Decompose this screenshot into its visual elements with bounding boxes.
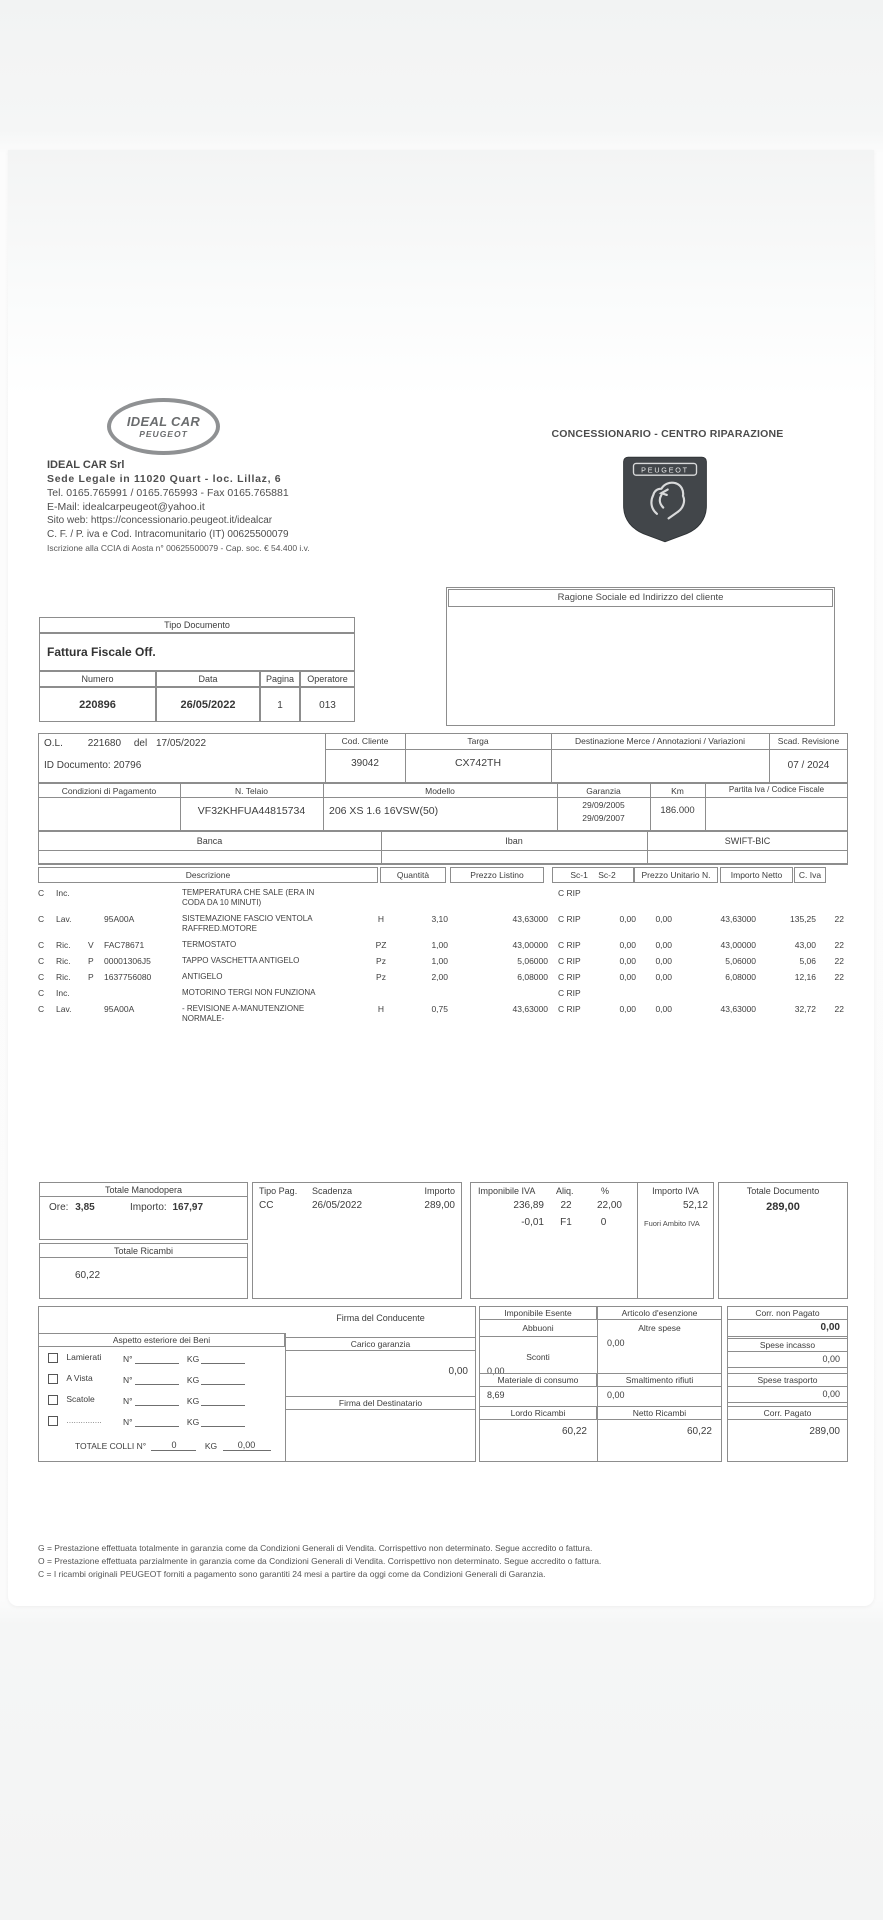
data-value: 26/05/2022: [156, 687, 260, 722]
item-iva: 22: [834, 972, 844, 982]
numero-value: 220896: [39, 687, 156, 722]
aliq-header: Aliq.: [556, 1186, 574, 1196]
item-type: C: [38, 972, 45, 982]
km-header: Km: [671, 786, 684, 796]
item-qty: 2,00: [431, 972, 448, 982]
item-qty: 1,00: [431, 940, 448, 950]
items-header-netto: Importo Netto: [720, 867, 793, 883]
item-crip: C RIP: [558, 940, 581, 950]
numero-header: Numero: [39, 671, 156, 687]
item-um: PZ: [375, 940, 387, 950]
blank-line: [201, 1395, 245, 1406]
pagina-header: Pagina: [260, 671, 300, 687]
imponibile-iva-header: Imponibile IVA: [478, 1186, 536, 1196]
item-category: Lav.: [56, 914, 72, 924]
check-row: [48, 1394, 95, 1405]
item-subtype: P: [88, 956, 94, 966]
iva-row-aliq: 22: [560, 1200, 572, 1211]
importo-value: 167,97: [172, 1202, 204, 1213]
tipo-documento-cell: [39, 633, 355, 671]
telaio-value: VF32KHFUA44815734: [197, 805, 306, 817]
corr-pagato-value: 289,00: [809, 1426, 840, 1437]
item-netto: 12,16: [794, 972, 816, 982]
bottom-left-box: [38, 1306, 476, 1462]
scad-revisione-value: 07 / 2024: [787, 760, 830, 771]
check-fields: [123, 1353, 245, 1364]
iva-row-importo: 52,12: [682, 1200, 708, 1211]
spese-trasporto-value: 0,00: [822, 1389, 840, 1399]
item-category: Ric.: [56, 956, 71, 966]
item-description: TAPPO VASCHETTA ANTIGELO: [182, 956, 300, 965]
item-iva: 22: [834, 914, 844, 924]
item-sc2: 0,00: [655, 940, 672, 950]
item-code: 1637756080: [104, 972, 152, 982]
item-um: Pz: [376, 956, 386, 966]
item-sc1: 0,00: [619, 940, 636, 950]
company-phone: Tel. 0165.765991 / 0165.765993 - Fax 0165.765881: [47, 487, 289, 499]
company-website: Sito web: https://concessionario.peugeot.it/idealcar: [47, 515, 273, 526]
ol-line: [44, 738, 206, 749]
iva-row-imponibile: 236,89: [513, 1200, 544, 1211]
totale-documento-header: Totale Documento: [746, 1186, 820, 1196]
company-name: IDEAL CAR Srl: [47, 459, 125, 471]
smaltimento-value: 0,00: [607, 1390, 625, 1400]
importo-header: Importo: [424, 1186, 455, 1196]
item-netto: 43,00: [794, 940, 816, 950]
blank-line: [201, 1416, 245, 1427]
item-description: ANTIGELO: [182, 972, 223, 981]
check-label: Lamierati: [66, 1352, 102, 1362]
blank-line: [201, 1374, 245, 1385]
item-listino: 5,06000: [517, 956, 548, 966]
scad-revisione-header: Scad. Revisione: [777, 736, 840, 746]
item-code: FAC78671: [104, 940, 145, 950]
items-header-sc1: Sc-1: [570, 870, 588, 880]
check-row: [48, 1373, 93, 1384]
targa-value: CX742TH: [454, 757, 502, 769]
item-row: [38, 1004, 848, 1024]
item-sc1: 0,00: [619, 956, 636, 966]
check-fields: [123, 1416, 245, 1427]
blank-line: [201, 1353, 245, 1364]
condizioni-header: Condizioni di Pagamento: [61, 786, 157, 796]
operatore-header: Operatore: [300, 671, 355, 687]
item-iva: 22: [834, 1004, 844, 1014]
checkbox-icon: [48, 1374, 58, 1384]
km-value: 186.000: [660, 805, 695, 816]
lordo-ricambi-header: Lordo Ricambi: [479, 1406, 597, 1420]
importo-iva-header: Importo IVA: [652, 1186, 699, 1196]
operatore-value: 013: [300, 687, 355, 722]
netto-ricambi-header: Netto Ricambi: [597, 1406, 722, 1420]
item-netto: 5,06: [799, 956, 816, 966]
items-table: [38, 888, 848, 1030]
divider-line: [727, 1367, 848, 1368]
item-um: Pz: [376, 972, 386, 982]
item-type: C: [38, 1004, 45, 1014]
check-row: [48, 1415, 102, 1426]
garanzia-from: 29/09/2005: [582, 800, 625, 810]
item-um: H: [377, 914, 385, 924]
item-unitario: 43,00000: [720, 940, 756, 950]
item-category: Ric.: [56, 972, 71, 982]
ideal-car-logo: [107, 398, 220, 455]
garanzia-header: Garanzia: [586, 786, 621, 796]
swift-header: SWIFT-BIC: [724, 836, 771, 846]
altre-spese-value: 0,00: [607, 1338, 625, 1348]
company-vat: C. F. / P. iva e Cod. Intracomunitario (IT) 00625500079: [47, 529, 289, 540]
kg-label: KG: [186, 1354, 200, 1364]
kg-label: KG: [186, 1396, 200, 1406]
item-listino: 43,00000: [512, 940, 548, 950]
item-sc1: 0,00: [619, 914, 636, 924]
piva-header: Partita Iva / Codice Fiscale: [728, 785, 825, 794]
totale-colli-row: [75, 1440, 271, 1451]
colli-n: 0: [171, 1440, 177, 1450]
footer-note-c: C = I ricambi originali PEUGEOT forniti a pagamento sono garantiti 24 mesi a partire da oggi come da Condizioni Generali di Garanzia.: [38, 1569, 546, 1579]
iva-row-perc: 22,00: [596, 1200, 622, 1211]
importo-value-doc: 289,00: [424, 1200, 455, 1211]
item-crip: C RIP: [558, 988, 581, 998]
item-netto: 135,25: [790, 914, 816, 924]
divider-line: [38, 850, 848, 851]
item-category: Ric.: [56, 940, 71, 950]
items-header-descrizione: Descrizione: [38, 867, 378, 883]
tipo-documento-header: Tipo Documento: [39, 617, 355, 633]
data-header: Data: [156, 671, 260, 687]
n-label: N°: [123, 1375, 133, 1385]
n-label: N°: [123, 1417, 133, 1427]
items-header-quantita: Quantità: [380, 867, 446, 883]
item-type: C: [38, 988, 45, 998]
modello-value: 206 XS 1.6 16VSW(50): [329, 805, 439, 817]
cod-cliente-value: 39042: [351, 758, 379, 769]
item-code: 95A00A: [104, 1004, 135, 1014]
scadenza-value: 26/05/2022: [312, 1200, 363, 1211]
item-netto: 32,72: [794, 1004, 816, 1014]
checkbox-icon: [48, 1416, 58, 1426]
blank-line: [135, 1353, 179, 1364]
item-sc1: 0,00: [619, 1004, 636, 1014]
iban-header: Iban: [505, 836, 523, 846]
firma-destinatario-header: Firma del Destinatario: [285, 1396, 476, 1410]
pagina-value: 1: [260, 687, 300, 722]
ol-date: 17/05/2022: [155, 738, 207, 749]
tipo-pag-value: CC: [259, 1200, 274, 1211]
item-type: C: [38, 956, 45, 966]
tipo-pag-header: Tipo Pag.: [259, 1186, 298, 1196]
ore-label: Ore:: [49, 1202, 69, 1213]
colli-kg-value: [223, 1440, 271, 1451]
item-description: TERMOSTATO: [182, 940, 237, 949]
item-crip: C RIP: [558, 914, 581, 924]
dealer-title: CONCESSIONARIO - CENTRO RIPARAZIONE: [551, 428, 784, 440]
totale-colli-label: TOTALE COLLI N°: [75, 1441, 147, 1451]
abbuoni-header: Abbuoni: [522, 1323, 554, 1333]
footer-note-o: O = Prestazione effettuata parzialmente in garanzia come da Condizioni Generali di Vendita. Corrispettivo non determinato. Segue accredito o fattura.: [38, 1556, 602, 1566]
corr-non-pagato-header: Corr. non Pagato: [727, 1306, 848, 1320]
peugeot-badge-icon: [620, 455, 710, 543]
item-row: [38, 888, 848, 908]
item-crip: C RIP: [558, 956, 581, 966]
item-description: - REVISIONE A-MANUTENZIONE NORMALE-: [182, 1004, 305, 1023]
item-row: [38, 972, 848, 982]
cod-cliente-header: Cod. Cliente: [341, 736, 389, 746]
perc-header: %: [600, 1186, 609, 1196]
totale-documento-value: 289,00: [766, 1201, 800, 1213]
item-subtype: V: [88, 940, 94, 950]
iva-row-aliq: F1: [560, 1217, 572, 1228]
item-description: SISTEMAZIONE FASCIO VENTOLA RAFFRED.MOTORE: [182, 914, 313, 933]
destinazione-header: Destinazione Merce / Annotazioni / Variazioni: [575, 736, 745, 746]
garanzia-to: 29/09/2007: [582, 813, 625, 823]
item-qty: 0,75: [431, 1004, 448, 1014]
carico-garanzia-value: 0,00: [448, 1366, 468, 1377]
netto-ricambi-value: 60,22: [686, 1426, 712, 1437]
blank-line: [135, 1416, 179, 1427]
item-listino: 6,08000: [517, 972, 548, 982]
telaio-header: N. Telaio: [235, 786, 268, 796]
item-row: [38, 956, 848, 966]
client-box: [446, 587, 835, 726]
item-unitario: 43,63000: [720, 914, 756, 924]
carico-garanzia-header: Carico garanzia: [285, 1337, 476, 1351]
item-sc2: 0,00: [655, 972, 672, 982]
company-address: Sede Legale in 11020 Quart - loc. Lillaz, 6: [47, 473, 282, 485]
items-header-unitario: Prezzo Unitario N.: [634, 867, 718, 883]
corr-pagato-header: Corr. Pagato: [727, 1406, 848, 1420]
divider-line: [325, 749, 848, 750]
item-type: C: [38, 888, 45, 898]
ore-value: 3,85: [75, 1202, 95, 1213]
item-crip: C RIP: [558, 888, 581, 898]
item-description: TEMPERATURA CHE SALE (ERA IN CODA DA 10 MINUTI): [182, 888, 315, 907]
item-iva: 22: [834, 940, 844, 950]
item-qty: 1,00: [431, 956, 448, 966]
kg-label: KG: [186, 1417, 200, 1427]
n-label: N°: [123, 1354, 133, 1364]
banca-header: Banca: [196, 836, 223, 846]
checkbox-icon: [48, 1395, 58, 1405]
iva-row-importo: Fuori Ambito IVA: [644, 1219, 700, 1228]
company-email: E-Mail: idealcarpeugeot@yahoo.it: [47, 501, 205, 513]
logo-text-line1: IDEAL CAR: [126, 414, 201, 429]
item-category: Inc.: [56, 888, 70, 898]
item-sc2: 0,00: [655, 914, 672, 924]
item-code: 95A00A: [104, 914, 135, 924]
item-crip: C RIP: [558, 972, 581, 982]
totale-documento-box: [718, 1182, 848, 1299]
tipo-documento-value: Fattura Fiscale Off.: [47, 645, 156, 659]
item-category: Lav.: [56, 1004, 72, 1014]
check-fields: [123, 1395, 245, 1406]
iva-row-perc: 0: [600, 1217, 607, 1228]
check-label: ...............: [66, 1415, 102, 1425]
item-sc1: 0,00: [619, 972, 636, 982]
client-box-title: Ragione Sociale ed Indirizzo del cliente: [448, 589, 833, 607]
item-sc2: 0,00: [655, 956, 672, 966]
item-listino: 43,63000: [512, 914, 548, 924]
item-unitario: 5,06000: [725, 956, 756, 966]
id-documento: ID Documento: 20796: [44, 760, 142, 771]
targa-header: Targa: [467, 736, 489, 746]
divider-line: [727, 1402, 848, 1403]
lordo-ricambi-value: 60,22: [561, 1426, 587, 1437]
materiale-consumo-header: Materiale di consumo: [479, 1373, 597, 1387]
colli-kg: 0,00: [237, 1440, 256, 1450]
manodopera-importo: [130, 1202, 203, 1213]
item-subtype: P: [88, 972, 94, 982]
item-type: C: [38, 914, 45, 924]
kg-label: KG: [186, 1375, 200, 1385]
spese-incasso-value: 0,00: [822, 1354, 840, 1364]
item-crip: C RIP: [558, 1004, 581, 1014]
spese-incasso-header: Spese incasso: [727, 1338, 848, 1352]
item-iva: 22: [834, 956, 844, 966]
ol-number: 221680: [87, 738, 122, 749]
sconti-header: Sconti: [526, 1352, 550, 1362]
aspetto-beni-header: Aspetto esteriore dei Beni: [38, 1333, 285, 1347]
logo-text-line2: PEUGEOT: [139, 429, 188, 439]
n-label: N°: [123, 1396, 133, 1406]
divider-line: [727, 1336, 848, 1337]
item-listino: 43,63000: [512, 1004, 548, 1014]
firma-conducente-label: Firma del Conducente: [336, 1313, 425, 1323]
materiale-value: 8,69: [487, 1390, 505, 1400]
footer-note-g: G = Prestazione effettuata totalmente in garanzia come da Condizioni Generali di Vendita. Corrispettivo non determinato. Segue accredito o fattura.: [38, 1543, 593, 1553]
item-unitario: 43,63000: [720, 1004, 756, 1014]
blank-line: [135, 1395, 179, 1406]
blank-line: [135, 1374, 179, 1385]
manodopera-ore: [49, 1202, 95, 1213]
smaltimento-header: Smaltimento rifiuti: [597, 1373, 722, 1387]
item-sc2: 0,00: [655, 1004, 672, 1014]
divider-line: [38, 797, 848, 798]
articolo-esenzione-header: Articolo d'esenzione: [597, 1306, 722, 1320]
totale-manodopera-header: Totale Manodopera: [39, 1182, 248, 1197]
item-row: [38, 988, 848, 998]
ol-label: O.L.: [44, 738, 63, 749]
item-um: H: [377, 1004, 385, 1014]
imponibile-esente-header: Imponibile Esente: [479, 1306, 597, 1320]
iva-row-imponibile: -0,01: [521, 1217, 544, 1228]
items-header-sc2: Sc-2: [598, 870, 616, 880]
checkbox-icon: [48, 1353, 58, 1363]
totale-ricambi-header: Totale Ricambi: [39, 1243, 248, 1258]
item-qty: 3,10: [431, 914, 448, 924]
company-registry: Iscrizione alla CCIA di Aosta n° 00625500079 - Cap. soc. € 54.400 i.v.: [47, 543, 310, 553]
item-type: C: [38, 940, 45, 950]
altre-spese-header: Altre spese: [638, 1323, 681, 1333]
ol-del: del: [133, 738, 148, 749]
item-category: Inc.: [56, 988, 70, 998]
items-header-iva: C. Iva: [794, 867, 826, 883]
colli-n-value: [151, 1440, 196, 1451]
modello-header: Modello: [425, 786, 455, 796]
check-label: Scatole: [66, 1394, 95, 1404]
check-row: [48, 1352, 101, 1363]
item-code: 00001306J5: [104, 956, 151, 966]
items-header-sconti: [552, 867, 634, 883]
item-row: [38, 914, 848, 934]
kg-label: KG: [204, 1441, 218, 1451]
item-unitario: 6,08000: [725, 972, 756, 982]
check-label: A Vista: [66, 1373, 93, 1383]
divider-line: [38, 864, 848, 865]
corr-non-pagato-value: 0,00: [820, 1322, 840, 1333]
svg-text:PEUGEOT: PEUGEOT: [641, 465, 689, 475]
scadenza-header: Scadenza: [312, 1186, 353, 1196]
items-header-listino: Prezzo Listino: [450, 867, 544, 883]
sconti-value: 0,00: [487, 1366, 505, 1376]
spese-trasporto-header: Spese trasporto: [727, 1373, 848, 1387]
importo-label: Importo:: [130, 1202, 167, 1213]
check-fields: [123, 1374, 245, 1385]
totale-ricambi-value: 60,22: [75, 1270, 101, 1281]
item-description: MOTORINO TERGI NON FUNZIONA: [182, 988, 316, 997]
item-row: [38, 940, 848, 950]
divider-line: [479, 1336, 597, 1337]
